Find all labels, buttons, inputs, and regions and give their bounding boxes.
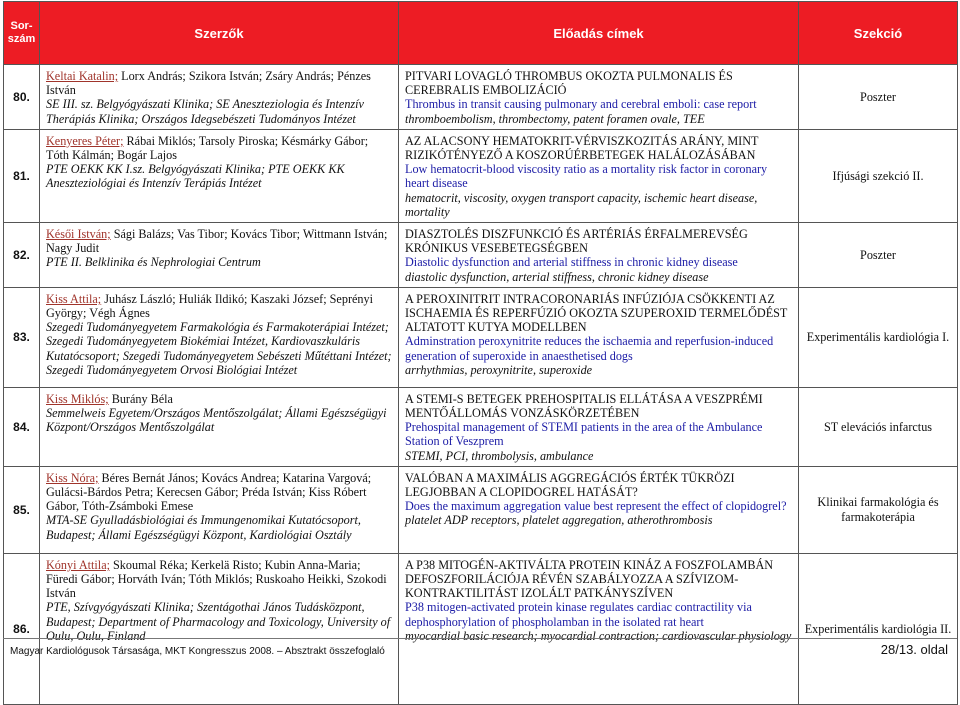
title-hungarian: PITVARI LOVAGLÓ THROMBUS OKOZTA PULMONALIS ÉS CEREBRALIS EMBOLIZÁCIÓ xyxy=(405,69,733,98)
first-author: Késői István; xyxy=(46,227,111,242)
keywords: STEMI, PCI, thrombolysis, ambulance xyxy=(405,448,594,463)
title-english: Thrombus in transit causing pulmonary and cerebral emboli: case report xyxy=(405,97,757,112)
title-cell xyxy=(399,287,799,387)
title-cell xyxy=(399,466,799,553)
institution: Semmelweis Egyetem/Országos Mentőszolgálat; Állami Egészségügyi Központ/Országos Mentőszolgálat xyxy=(46,406,387,435)
institution: MTA-SE Gyulladásbiológiai és Immungenomikai Kutatócsoport, Budapest; Állami Egészségügyi Központ, Kardiológiai Osztály xyxy=(46,513,361,542)
header-titles: Előadás címek xyxy=(399,2,799,65)
row-number: 82. xyxy=(4,223,40,288)
keywords: myocardial basic research; myocardial contraction; cardiovascular physiology xyxy=(405,628,792,643)
page-footer xyxy=(10,642,948,657)
table-row xyxy=(4,65,958,130)
table-row xyxy=(4,387,958,466)
keywords: diastolic dysfunction, arterial stiffness, chronic kidney disease xyxy=(405,269,709,284)
section-cell: Ifjúsági szekció II. xyxy=(799,129,958,222)
title-hungarian: AZ ALACSONY HEMATOKRIT-VÉRVISZKOZITÁS ARÁNY, MINT RIZIKÓTÉNYEZŐ A KOSZORÚÉRBETEGEK HALÁLOZÁSÁBAN xyxy=(405,133,759,163)
authors-cell xyxy=(40,553,399,704)
institution: Szegedi Tudományegyetem Farmakológia és Farmakoterápiai Intézet; Szegedi Tudományegyetem Biokémiai Intézet, Kardiovaszkuláris Kutatócsoport; Szegedi Tudományegyetem Sebészeti Műtéttani Intézet; Szegedi Tudományegyetem Orvosi Biológiai Intézet xyxy=(46,320,392,377)
authors-cell xyxy=(40,466,399,553)
keywords: platelet ADP receptors, platelet aggregation, atherothrombosis xyxy=(405,513,713,528)
abstract-table xyxy=(3,1,958,705)
institution: PTE OEKK KK I.sz. Belgyógyászati Klinika; PTE OEKK KK Aneszteziológiai és Intenzív Terápiás Intézet xyxy=(46,162,345,191)
footer-conference: Magyar Kardiológusok Társasága, MKT Kongresszus 2008. – Absztrakt összefoglaló xyxy=(10,646,385,657)
institution: SE III. sz. Belgyógyászati Klinika; SE Aneszteziologia és Intenzív Therápiás Klinika; Országos Idegsebészeti Tudományos Intézet xyxy=(46,97,364,126)
title-hungarian: VALÓBAN A MAXIMÁLIS AGGREGÁCIÓS ÉRTÉK TÜKRÖZI LEGJOBBAN A CLOPIDOGREL HATÁSÁT? xyxy=(405,470,735,500)
coauthors: Béres Bernát János; Kovács Andrea; Katarina Vargová; Gulácsi-Bárdos Petra; Kerecsen Gábor; Préda István; Kiss Róbert Gábor, Tóth-Zsámboki Emese xyxy=(46,470,372,514)
keywords: arrhythmias, peroxynitrite, superoxide xyxy=(405,362,593,377)
section-cell: Experimentális kardiológia II. xyxy=(799,553,958,704)
author-list xyxy=(46,292,392,320)
author-list xyxy=(46,227,392,255)
row-number: 84. xyxy=(4,387,40,466)
title-cell xyxy=(399,553,799,704)
title-hungarian: A P38 MITOGÉN-AKTIVÁLTA PROTEIN KINÁZ A FOSZFOLAMBÁN DEFOSZFORILÁCIÓJA RÉVÉN SZABÁLYOZZA A SZÍVIZOM-KONTRAKTILITÁST IZOLÁLT PATKÁNYSZÍVEN xyxy=(405,557,774,601)
title-hungarian: A STEMI-S BETEGEK PREHOSPITALIS ELLÁTÁSA A VESZPRÉMI MENTŐÁLLOMÁS VONZÁSKÖRZETÉBEN xyxy=(405,391,763,421)
authors-cell xyxy=(40,65,399,130)
title-hungarian: A PEROXINITRIT INTRACORONARIÁS INFÚZIÓJA CSÖKKENTI AZ ISCHAEMIA ÉS REPERFÚZIÓ OKOZTA SZUPEROXID TERMELŐDÉST ALTATOTT KUTYA MODELLBEN xyxy=(405,291,788,335)
row-number: 83. xyxy=(4,287,40,387)
coauthors: Lorx András; Szikora István; Zsáry András; Pénzes István xyxy=(46,69,371,98)
section-cell: Poszter xyxy=(799,65,958,130)
keywords: thromboembolism, thrombectomy, patent foramen ovale, TEE xyxy=(405,111,705,126)
title-english: Diastolic dysfunction and arterial stiffness in chronic kidney disease xyxy=(405,255,738,270)
author-list xyxy=(46,558,392,601)
first-author: Kenyeres Péter; xyxy=(46,133,124,148)
first-author: Kiss Nóra; xyxy=(46,470,99,485)
coauthors: Sági Balázs; Vas Tibor; Kovács Tibor; Wittmann István; Nagy Judit xyxy=(46,227,388,256)
title-cell xyxy=(399,129,799,222)
section-cell: Poszter xyxy=(799,223,958,288)
table-row xyxy=(4,553,958,704)
title-cell xyxy=(399,223,799,288)
title-english: P38 mitogen-activated protein kinase regulates cardiac contractility via dephosphorylation of phospholamban in the isolated rat heart xyxy=(405,600,752,629)
authors-cell xyxy=(40,223,399,288)
section-cell: ST elevációs infarctus xyxy=(799,387,958,466)
institution: PTE, Szívgyógyászati Klinika; Szentágothai János Tudásközpont, Budapest; Department of Pharmacology and Toxicology, University of Oulu, Oulu, Finland xyxy=(46,600,391,643)
author-list xyxy=(46,392,392,406)
first-author: Keltai Katalin; xyxy=(46,69,119,83)
coauthors: Rábai Miklós; Tarsoly Piroska; Késmárky Gábor; Tóth Kálmán; Bogár Lajos xyxy=(46,133,369,163)
title-english: Adminstration peroxynitrite reduces the ischaemia and reperfusion-induced generation of superoxide in anaesthetised dogs xyxy=(405,334,774,363)
table-row xyxy=(4,223,958,288)
table-row xyxy=(4,466,958,553)
row-number: 81. xyxy=(4,129,40,222)
header-authors: Szerzők xyxy=(40,2,399,65)
header-number: Sor- szám xyxy=(4,2,40,65)
authors-cell xyxy=(40,129,399,222)
row-number: 86. xyxy=(4,553,40,704)
institution: PTE II. Belklinika és Nephrologiai Centrum xyxy=(46,255,261,270)
row-number: 85. xyxy=(4,466,40,553)
title-hungarian: DIASZTOLÉS DISZFUNKCIÓ ÉS ARTÉRIÁS ÉRFALMEREVSÉG KRÓNIKUS VESEBETEGSÉGBEN xyxy=(405,227,748,256)
author-list xyxy=(46,134,392,162)
keywords: hematocrit, viscosity, oxygen transport capacity, ischemic heart disease, mortality xyxy=(405,190,758,219)
section-cell: Klinikai farmakológia és farmakoterápia xyxy=(799,466,958,553)
author-list xyxy=(46,69,392,97)
first-author: Kónyi Attila; xyxy=(46,557,110,572)
title-english: Does the maximum aggregation value best represent the effect of clopidogrel? xyxy=(405,499,787,514)
header-section: Szekció xyxy=(799,2,958,65)
table-row xyxy=(4,129,958,222)
coauthors: Burány Béla xyxy=(108,391,173,406)
authors-cell xyxy=(40,287,399,387)
title-cell xyxy=(399,65,799,130)
row-number: 80. xyxy=(4,65,40,130)
coauthors: Skoumal Réka; Kerkelä Risto; Kubin Anna-Maria; Füredi Gábor; Horváth Iván; Tóth Miklós; Ruskoaho Heikki, Szokodi István xyxy=(46,557,387,601)
table-header-row xyxy=(4,2,958,65)
authors-cell xyxy=(40,387,399,466)
footer-page-number: 28/13. oldal xyxy=(880,642,948,657)
coauthors: Juhász László; Huliák Ildikó; Kaszaki József; Seprényi György; Végh Ágnes xyxy=(46,291,373,321)
footer-divider xyxy=(3,638,957,639)
title-english: Low hematocrit-blood viscosity ratio as a mortality risk factor in coronary heart disease xyxy=(405,162,768,191)
title-english: Prehospital management of STEMI patients in the area of the Ambulance Station of Veszprem xyxy=(405,420,763,449)
author-list xyxy=(46,471,392,514)
first-author: Kiss Miklós; xyxy=(46,391,109,406)
title-cell xyxy=(399,387,799,466)
table-row xyxy=(4,287,958,387)
section-cell: Experimentális kardiológia I. xyxy=(799,287,958,387)
first-author: Kiss Attila; xyxy=(46,291,102,306)
